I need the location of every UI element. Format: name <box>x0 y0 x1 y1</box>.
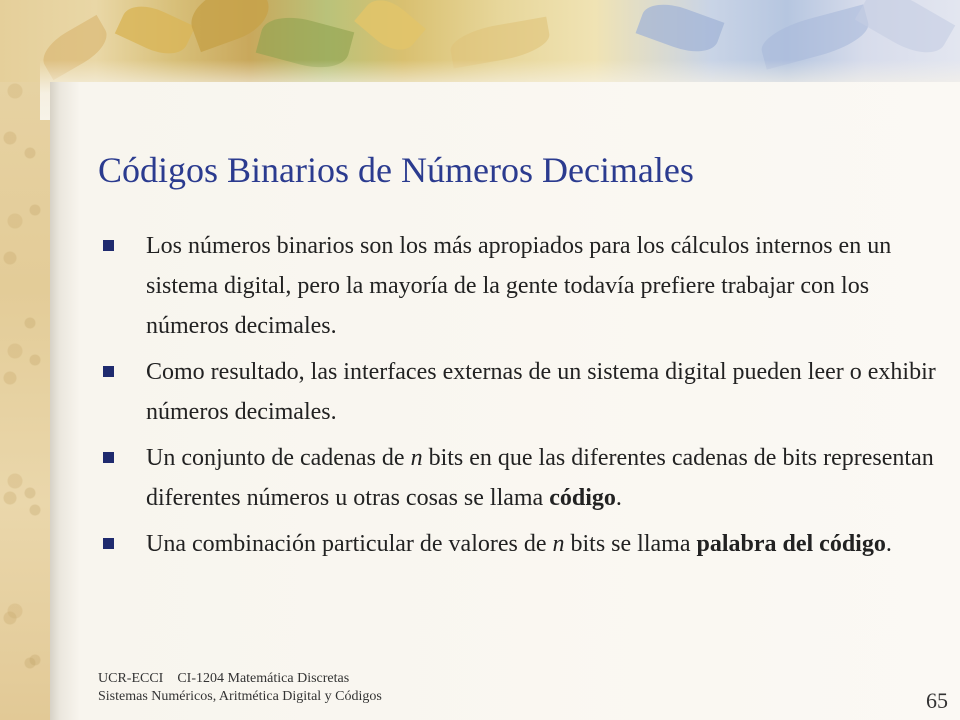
footer-topic: Sistemas Numéricos, Aritmética Digital y Códigos <box>98 689 382 704</box>
bullet-item <box>98 352 953 432</box>
bullet-text: Como resultado, las interfaces externas de un sistema digital pueden leer o exhibir números decimales. <box>146 359 936 425</box>
bullet-text-part: bits se llama <box>564 531 697 557</box>
bullet-bold-term: palabra del código <box>696 531 886 557</box>
footer-course: CI-1204 Matemática Discretas <box>177 671 350 686</box>
bullet-text: Los números binarios son los más apropiados para los cálculos internos en un sistema digital, pero la mayoría de la gente todavía prefiere trabajar con los números decimales. <box>146 233 892 339</box>
slide-title: Códigos Binarios de Números Decimales <box>98 150 694 190</box>
bullet-item <box>98 226 953 346</box>
bullet-bold-term: código <box>549 485 616 511</box>
square-bullet-icon <box>103 538 114 549</box>
bullet-text-part: Un conjunto de cadenas de <box>146 445 411 471</box>
square-bullet-icon <box>103 366 114 377</box>
slide-footer <box>98 670 382 706</box>
bullet-list <box>98 226 953 570</box>
bullet-text <box>146 531 892 557</box>
bullet-item <box>98 438 953 518</box>
bullet-item <box>98 524 953 564</box>
footer-institution: UCR-ECCI <box>98 671 164 686</box>
bullet-text-part: . <box>615 485 622 511</box>
page-number: 65 <box>926 688 948 713</box>
bullet-text <box>146 445 934 511</box>
bullet-italic-n: n <box>552 531 565 557</box>
bullet-text-part: . <box>885 531 892 557</box>
square-bullet-icon <box>103 240 114 251</box>
bullet-italic-n: n <box>410 445 423 471</box>
bullet-text-part: bits en que las diferentes cadenas de bits representan diferentes números u otras cosas se llama <box>146 445 934 511</box>
square-bullet-icon <box>103 452 114 463</box>
footer-line-1 <box>98 670 382 688</box>
bullet-text-part: Una combinación particular de valores de <box>146 531 553 557</box>
